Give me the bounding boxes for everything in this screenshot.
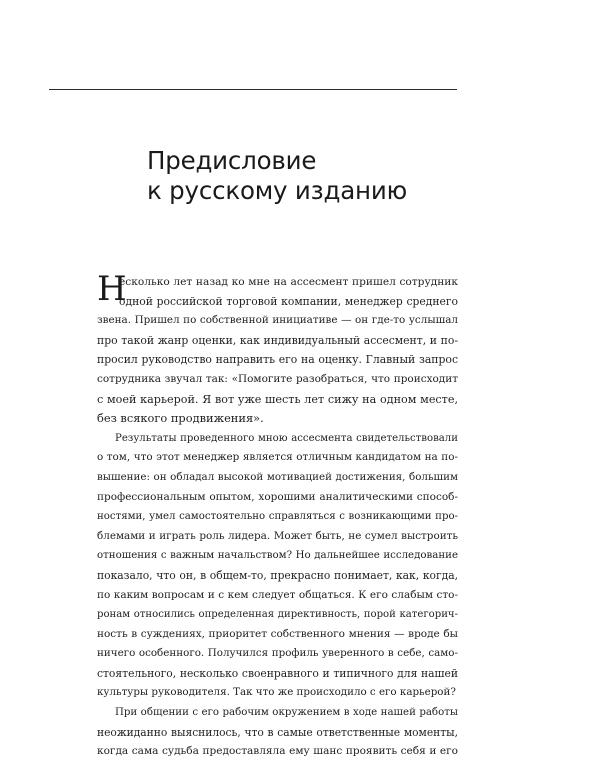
body-text	[97, 269, 458, 762]
text-line: отношения с важным начальством? Но дальнейшее исследование	[97, 550, 458, 562]
text-line: когда сама судьба предоставляла ему шанс проявить себя и его	[97, 745, 458, 758]
text-line: есколько лет назад ко мне на ассесмент пришел сотрудник	[119, 275, 458, 288]
text-line: При общении с его рабочим окружением в ходе нашей работы	[115, 707, 458, 719]
text-line: ность в суждениях, приоритет собственного мнения — вроде бы	[97, 627, 458, 640]
text-line: показало, что он, в общем-то, прекрасно понимает, как, когда,	[97, 568, 458, 582]
top-rule	[49, 89, 457, 90]
drop-cap: Н	[97, 269, 127, 309]
text-line: стоятельного, несколько своенравного и типичного для нашей	[97, 666, 458, 680]
title-line-2: к русскому изданию	[147, 176, 408, 205]
text-line: одной российской торговой компании, менеджер среднего	[119, 294, 458, 308]
text-line: вышение: он обладал высокой мотивацией достижения, большим	[97, 470, 458, 483]
text-line: без всякого продвижения».	[97, 411, 264, 426]
text-line: ностями, умел самостоятельно справляться с возникающими про-	[97, 511, 458, 523]
text-line: просил руководство направить его на оценку. Главный запрос	[97, 353, 458, 367]
page-title	[147, 146, 407, 206]
text-line: блемами и играть роль лидера. Может быть, не сумел выстроить	[97, 529, 458, 542]
text-line: про такой жанр оценки, как индивидуальный ассесмент, и по-	[97, 333, 458, 347]
text-line: с моей карьерой. Я вот уже шесть лет сижу на одном месте,	[97, 392, 458, 406]
text-line: культуры руководителя. Так что же происходило с его карьерой?	[97, 686, 456, 699]
text-line: сотрудника звучал так: «Помогите разобраться, что происходит	[97, 372, 458, 385]
title-line-1: Предисловие	[147, 146, 317, 175]
text-line: неожиданно выяснилось, что в самые ответственные моменты,	[97, 725, 458, 739]
text-line: о том, что этот менеджер является отличным кандидатом на по-	[97, 451, 458, 464]
text-line: Результаты проведенного мною ассесмента свидетельствовали	[115, 432, 458, 444]
text-line: по каким вопросам и с кем следует общаться. К его слабым сто-	[97, 588, 458, 601]
text-line: профессиональным опытом, хорошими аналитическими способ-	[97, 490, 458, 503]
text-line: ничего особенного. Получился профиль уверенного в себе, само-	[97, 647, 458, 660]
text-line: звена. Пришел по собственной инициативе — он где-то услышал	[97, 314, 458, 327]
text-line: ронам относились определенная директивность, порой категорич-	[97, 609, 458, 621]
